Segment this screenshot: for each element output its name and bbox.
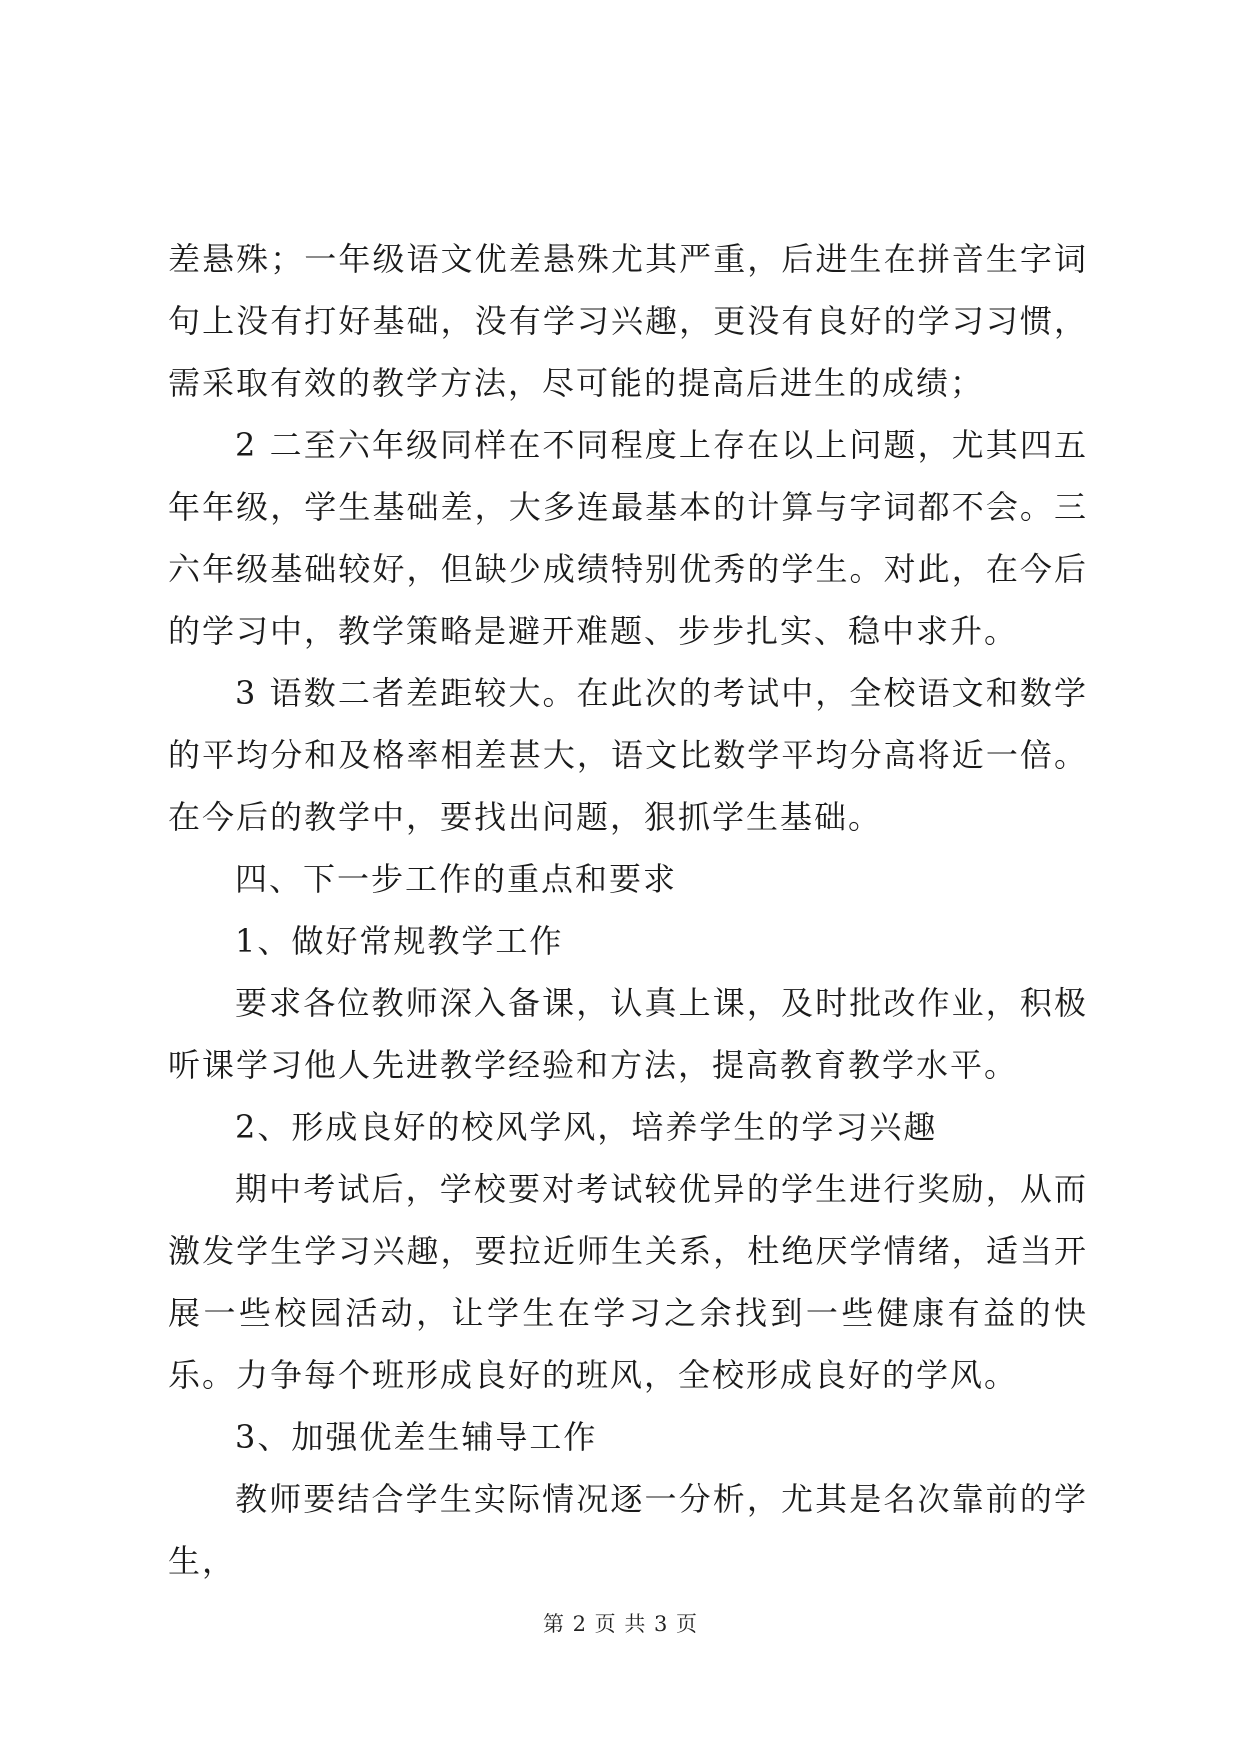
subsection-heading: 3、加强优差生辅导工作 — [235, 1418, 598, 1456]
paragraph: 2 二至六年级同样在不同程度上存在以上问题，尤其四五年年级，学生基础差，大多连最基本的计算与字词都不会。三六年级基础较好，但缺少成绩特别优秀的学生。对此，在今后的学习中，教学策略是避开难题、步步扎实、稳中求升。 — [168, 426, 1088, 650]
body-text — [168, 228, 1088, 1592]
page-footer: 第 2 页 共 3 页 — [542, 1612, 699, 1636]
paragraph: 3 语数二者差距较大。在此次的考试中，全校语文和数学的平均分和及格率相差甚大，语文比数学平均分高将近一倍。在今后的教学中，要找出问题，狠抓学生基础。 — [168, 674, 1088, 836]
paragraph: 教师要结合学生实际情况逐一分析，尤其是名次靠前的学生， — [168, 1480, 1088, 1580]
section-heading: 四、下一步工作的重点和要求 — [235, 860, 678, 898]
paragraph: 差悬殊；一年级语文优差悬殊尤其严重，后进生在拼音生字词句上没有打好基础，没有学习兴趣，更没有良好的学习习惯，需采取有效的教学方法，尽可能的提高后进生的成绩； — [168, 240, 1088, 402]
paragraph: 期中考试后，学校要对考试较优异的学生进行奖励，从而激发学生学习兴趣，要拉近师生关系，杜绝厌学情绪，适当开展一些校园活动，让学生在学习之余找到一些健康有益的快乐。力争每个班形成良好的班风，全校形成良好的学风。 — [168, 1170, 1088, 1394]
subsection-heading: 1、做好常规教学工作 — [235, 922, 564, 960]
subsection-heading: 2、形成良好的校风学风，培养学生的学习兴趣 — [235, 1108, 938, 1146]
paragraph: 要求各位教师深入备课，认真上课，及时批改作业，积极听课学习他人先进教学经验和方法，提高教育教学水平。 — [168, 984, 1088, 1084]
